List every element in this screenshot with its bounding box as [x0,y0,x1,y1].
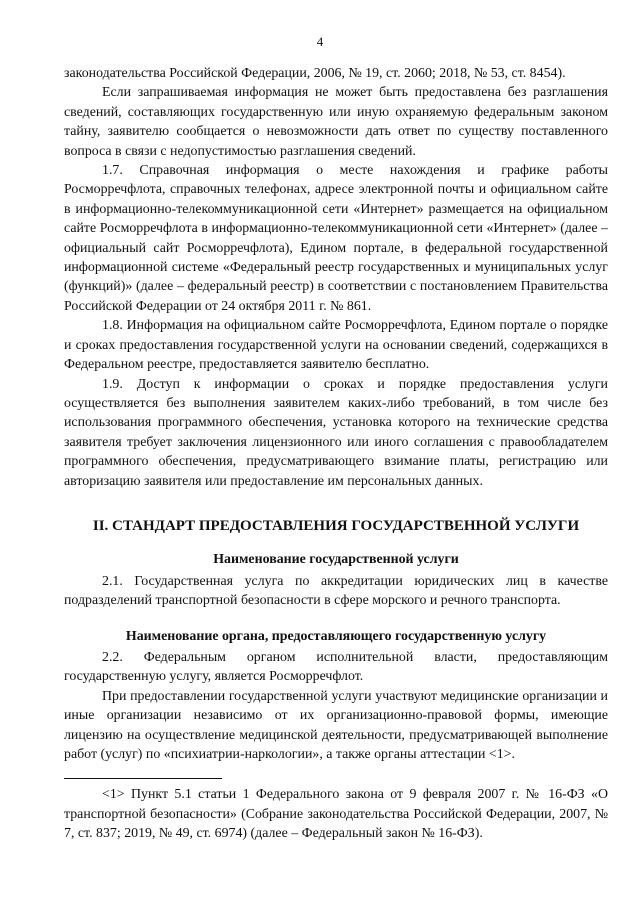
subheading-authority-name: Наименование органа, предоставляющего государственную услугу [125,628,547,644]
document-body [64,64,608,844]
footnote-1: <1> Пункт 5.1 статьи 1 Федерального закона от 9 февраля 2007 г. № 16-ФЗ «О транспортной безопасности» (Собрание законодательства Российской Федерации, 2007, № 7, ст. 837; 2019, № 49, ст. 6974) (далее – Федеральный закон № 16-ФЗ). [64,787,608,842]
paragraph-2-2: 2.2. Федеральным органом исполнительной власти, предоставляющим государственную услугу, является Росморречфлот. [64,649,608,685]
section-title: II. СТАНДАРТ ПРЕДОСТАВЛЕНИЯ ГОСУДАРСТВЕННОЙ УСЛУГИ [92,517,580,534]
paragraph-participants: При предоставлении государственной услуги участвуют медицинские организации и иные организации независимо от их организационно-правовой формы, имеющие лицензию на осуществление медицинской деятельности, предусматривающей выполнение работ (услуг) по «психиатрии-наркологии», а также органы аттестации <1>. [64,688,608,762]
paragraph-continuation: законодательства Российской Федерации, 2006, № 19, ст. 2060; 2018, № 53, ст. 8454). [64,66,566,81]
paragraph-1-7: 1.7. Справочная информация о месте нахождения и графике работы Росморречфлота, справочных телефонах, адресе электронной почты и официальном сайте в информационно-телекоммуникационной сети «Интернет» размещается на официальном сайте Росморречфлота в информационно-телекоммуникационной сети «Интернет» (далее – официальный сайт Росморречфлота), Едином портале, в федеральной государственной информационной системе «Федеральный реестр государственных и муниципальных услуг (функций)» (далее – федеральный реестр) в соответствии с постановлением Правительства Российской Федерации от 24 октября 2011 г. № 861. [64,163,608,314]
subheading-service-name: Наименование государственной услуги [213,552,459,568]
page-number: 4 [316,34,324,49]
paragraph-1-8: 1.8. Информация на официальном сайте Росморречфлота, Едином портале о порядке и сроках предоставления государственной услуги на основании сведений, содержащихся в Федеральном реестре, предоставляется заявителю бесплатно. [64,318,608,373]
paragraph-1-9: 1.9. Доступ к информации о сроках и порядке предоставления услуги осуществляется без выполнения заявителем каких-либо требований, в том числе без использования программного обеспечения, установка которого на технические средства заявителя требует заключения лицензионного или иного соглашения с правообладателем программного обеспечения, предусматривающего взимание платы, регистрацию или авторизацию заявителя или предоставление им персональных данных. [64,376,608,489]
paragraph-secret-info: Если запрашиваемая информация не может быть предоставлена без разглашения сведений, составляющих государственную или иную охраняемую федеральным законом тайну, заявителю сообщается о невозможности дать ответ по существу поставленного вопроса в связи с недопустимостью разглашения сведений. [64,85,608,159]
paragraph-2-1: 2.1. Государственная услуга по аккредитации юридических лиц в качестве подразделений транспортной безопасности в сфере морского и речного транспорта. [64,573,608,609]
footnote-divider [64,778,222,779]
